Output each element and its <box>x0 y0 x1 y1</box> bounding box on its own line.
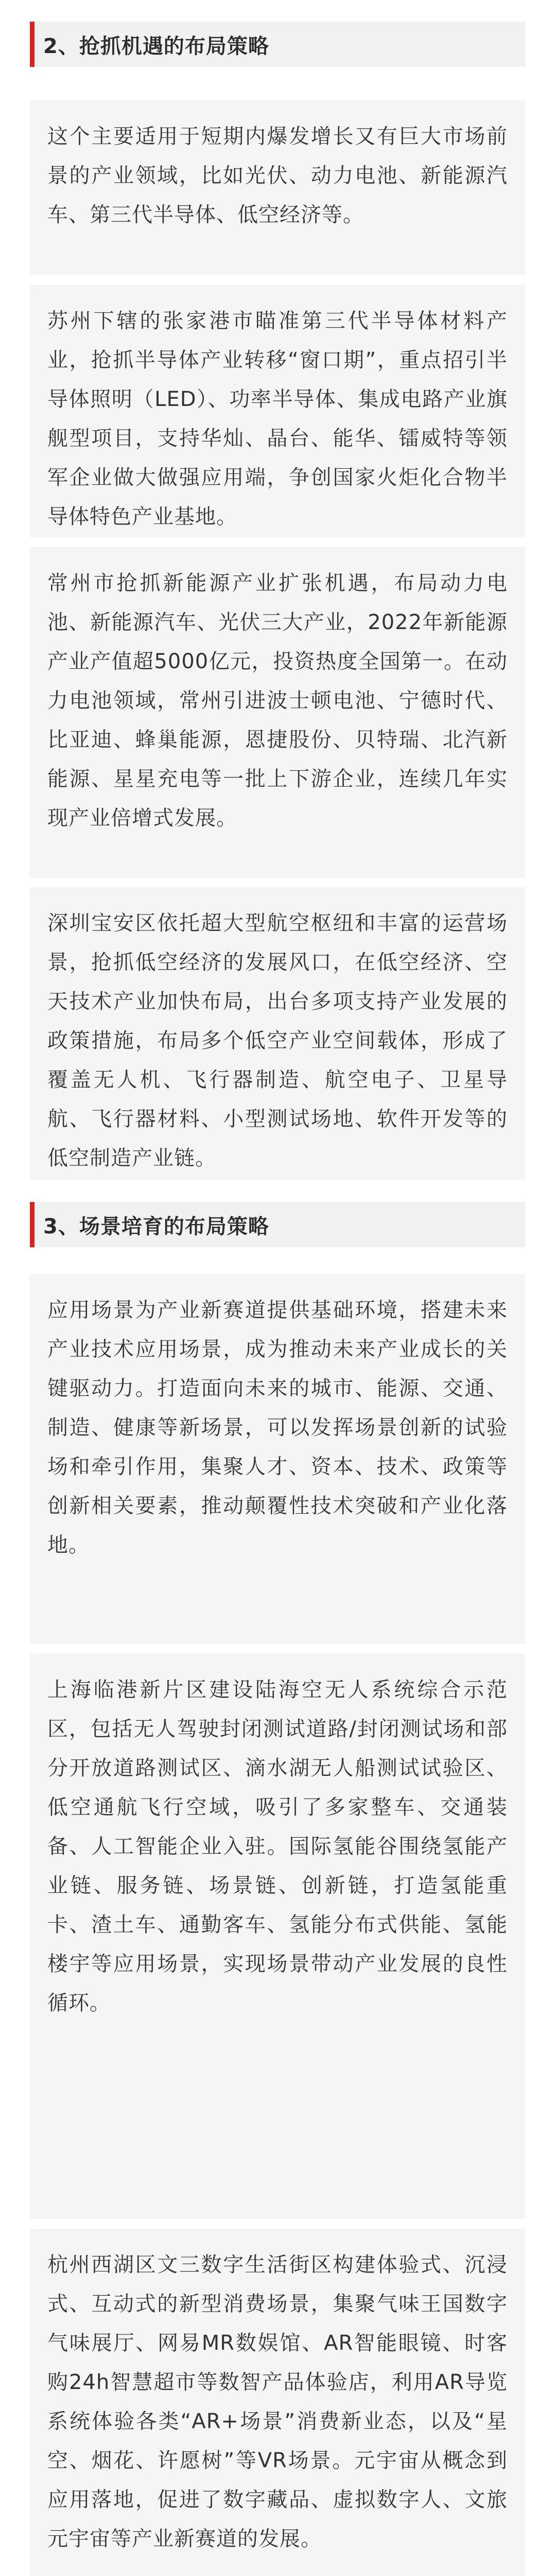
paragraph-card <box>30 1654 525 2219</box>
section-heading <box>30 22 525 67</box>
paragraph-card <box>30 887 525 1180</box>
paragraph-card <box>30 285 525 537</box>
paragraph-card <box>30 1274 525 1644</box>
paragraph-text: 杭州西湖区文三数字生活街区构建体验式、沉浸式、互动式的新型消费场景，集聚气味王国数字气味展厅、网易MR数娱馆、AR智能眼镜、时客购24h智慧超市等数智产品体验店，利用AR导览系统体验各类“AR+场景”消费新业态，以及“星空、烟花、许愿树”等VR场景。元宇宙从概念到应用落地，促进了数字藏品、虚拟数字人、文旅元宇宙等产业新赛道的发展。 <box>47 2253 508 2551</box>
section-title: 3、场景培育的布局策略 <box>43 1214 269 1239</box>
paragraph-text: 上海临港新片区建设陆海空无人系统综合示范区，包括无人驾驶封闭测试道路/封闭测试场和部分开放道路测试区、滴水湖无人船测试试验区、低空通航飞行空域，吸引了多家整车、交通装备、人工智能企业入驻。国际氢能谷围绕氢能产业链、服务链、场景链、创新链，打造氢能重卡、渣土车、通勤客车、氢能分布式供能、氢能楼宇等应用场景，实现场景带动产业发展的良性循环。 <box>47 1678 508 2015</box>
paragraph-text: 应用场景为产业新赛道提供基础环境，搭建未来产业技术应用场景，成为推动未来产业成长的关键驱动力。打造面向未来的城市、能源、交通、制造、健康等新场景，可以发挥场景创新的试验场和牵引作用，集聚人才、资本、技术、政策等创新相关要素，推动颠覆性技术突破和产业化落地。 <box>47 1298 508 1557</box>
section-title: 2、抢抓机遇的布局策略 <box>43 34 269 58</box>
paragraph-card <box>30 547 525 878</box>
paragraph-card <box>30 2229 525 2576</box>
section-heading <box>30 1202 525 1247</box>
paragraph-text: 这个主要适用于短期内爆发增长又有巨大市场前景的产业领域，比如光伏、动力电池、新能源汽车、第三代半导体、低空经济等。 <box>47 125 508 227</box>
paragraph-text: 苏州下辖的张家港市瞄准第三代半导体材料产业，抢抓半导体产业转移“窗口期”，重点招引半导体照明（LED）、功率半导体、集成电路产业旗舰型项目，支持华灿、晶台、能华、镭威特等领军企业做大做强应用端，争创国家火炬化合物半导体特色产业基地。 <box>47 309 508 529</box>
paragraph-text: 深圳宝安区依托超大型航空枢纽和丰富的运营场景，抢抓低空经济的发展风口，在低空经济、空天技术产业加快布局，出台多项支持产业发展的政策措施，布局多个低空产业空间载体，形成了覆盖无人机、飞行器制造、航空电子、卫星导航、飞行器材料、小型测试场地、软件开发等的低空制造产业链。 <box>47 911 508 1170</box>
paragraph-text: 常州市抢抓新能源产业扩张机遇，布局动力电池、新能源汽车、光伏三大产业，2022年新能源产业产值超5000亿元，投资热度全国第一。在动力电池领域，常州引进波士顿电池、宁德时代、比亚迪、蜂巢能源，恩捷股份、贝特瑞、北汽新能源、星星充电等一批上下游企业，连续几年实现产业倍增式发展。 <box>47 571 508 830</box>
paragraph-card <box>30 100 525 275</box>
